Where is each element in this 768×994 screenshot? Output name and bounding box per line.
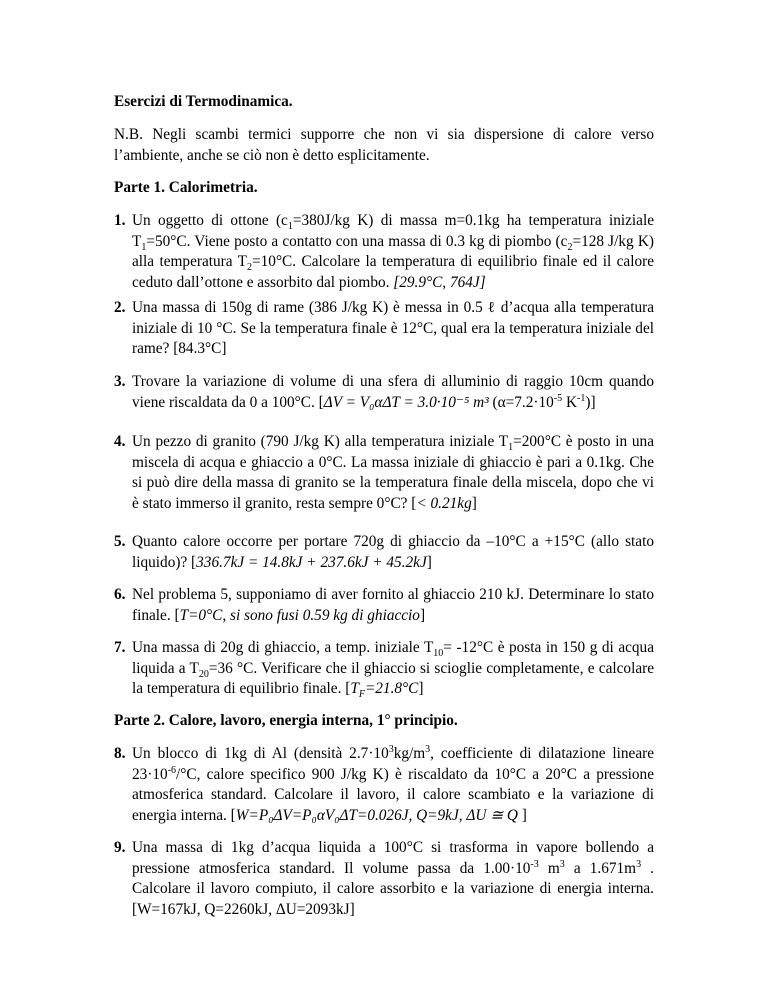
problem-answer: T=0°C, si sono fusi 0.59 kg di ghiaccio [179, 606, 420, 624]
problem-9 [114, 838, 654, 920]
problem-text: Una massa di 150g di rame (386 J/kg K) è messa in 0.5 ℓ d’acqua alla temperatura iniziale di 10 °C. Se la temperatura finale è 12°C, qual era la temperatura iniziale del rame? [84.3°C] [132, 299, 654, 357]
problem-number: 5. [114, 533, 126, 550]
problem-answer: [84.3°C] [173, 340, 227, 357]
problem-answer: 336.7kJ = 14.8kJ + 237.6kJ + 45.2kJ [196, 553, 427, 571]
problem-text: Nel problema 5, supponiamo di aver fornito al ghiaccio 210 kJ. Determinare lo stato finale. [T=0°C, si sono fusi 0.59 kg di ghiaccio] [132, 586, 654, 624]
problem-text: Un oggetto di ottone ($c_1=380J/kg$ K) di massa m=0.1kg ha temperatura iniziale $T_1=50^\circ C$. Viene posto a contatto con una massa di 0.3 kg di piombo ($c_2=128$ J/kg K) alla temperatura $T_2=10^\circ C$. Calcolare la temperatura di equilibrio finale ed il calore ceduto dall’ottone e assorbito dal piombo. [29.9°C, 764J] [132, 212, 654, 291]
volume-formula: ΔV = V₀αΔT = 3.0·10⁻⁵ m³ [323, 393, 489, 411]
problem-text: Un pezzo di granito (790 J/kg K) alla temperatura iniziale $T_1=200^\circ C$ è posto in una miscela di acqua e ghiaccio a 0°C. La massa iniziale di ghiaccio è pari a 0.1kg. Che si può dire della massa di granito se la temperatura finale della miscela, dopo che vi è stato immerso il granito, resta sempre 0°C? [< 0.21kg] [132, 433, 654, 512]
problem-text: Trovare la variazione di volume di una sfera di alluminio di raggio 10cm quando viene riscaldata da 0 a 100°C. [ΔV = V₀αΔT = 3.0·10⁻⁵ m³ ($\alpha=7.2\cdot 10^{-5}$ $K^{-1}$)] [132, 373, 654, 411]
problem-answer: [29.9°C, 764J] [393, 273, 486, 291]
problem-2 [114, 298, 654, 360]
problem-number: 7. [114, 639, 126, 656]
problem-text: Una massa di 20g di ghiaccio, a temp. iniziale $T_{10}= -12^\circ C$ è posta in 150 g di acqua liquida a $T_{20}=36$ °C. Verificare che il ghiaccio si scioglie completamente, e calcolare la temperatura di equilibrio finale. $[T_F=21.8^\circ C]$ [132, 639, 654, 701]
problem-text: Una massa di 1kg d’acqua liquida a 100°C si trasforma in vapore bollendo a pressione atmosferica standard. Il volume passa da $1.00\cdot 10^{-3}$ $m^3$ a $1.671m^3$ . Calcolare il lavoro compiuto, il calore assorbito e la variazione di energia interna. [W=167kJ, Q=2260kJ, ΔU=2093kJ] [132, 839, 654, 918]
problem-6 [114, 585, 654, 626]
part2-title: Parte 2. Calore, lavoro, energia interna, 1° principio. [114, 712, 458, 729]
problem-1 [114, 211, 654, 293]
problem-number: 6. [114, 586, 126, 603]
problem-number: 4. [114, 433, 126, 450]
problem-3 [114, 372, 654, 413]
document-title: Esercizi di Termodinamica. [114, 93, 293, 110]
problem-number: 3. [114, 373, 126, 390]
problem-number: 9. [114, 839, 126, 856]
problem-number: 8. [114, 745, 126, 762]
problem-text: Quanto calore occorre per portare 720g di ghiaccio da –10°C a +15°C (allo stato liquido)? [336.7kJ = 14.8kJ + 237.6kJ + 45.2kJ] [132, 533, 654, 571]
problem-4 [114, 432, 654, 514]
problem-number: 1. [114, 212, 126, 229]
problem-answer: W=P₀ΔV=P₀αV₀ΔT=0.026J, Q=9kJ, ΔU ≅ Q [235, 806, 518, 824]
problem-text: Un blocco di 1kg di Al (densità $2.7\cdot 10^3kg/m^3$, coefficiente di dilatazione lineare $23\cdot 10^{-6}/^\circ C$, calore specifico 900 J/kg K) è riscaldato da 10°C a 20°C a pressione atmosferica standard. Calcolare il lavoro, il calore scambiato e la variazione di energia interna. [W=P₀ΔV=P₀αV₀ΔT=0.026J, Q=9kJ, ΔU ≅ Q ] [132, 743, 654, 824]
problem-5 [114, 532, 654, 573]
problem-answer: $T_F=21.8^\circ C$ [350, 680, 419, 701]
problem-answer: < 0.21kg [416, 494, 472, 512]
part1-title: Parte 1. Calorimetria. [114, 179, 258, 196]
problem-8 [114, 744, 654, 826]
problem-7 [114, 638, 654, 700]
problem-number: 2. [114, 299, 126, 316]
intro-note: N.B. Negli scambi termici supporre che non vi sia dispersione di calore verso l’ambiente, anche se ciò non è detto esplicitamente. [114, 126, 654, 164]
